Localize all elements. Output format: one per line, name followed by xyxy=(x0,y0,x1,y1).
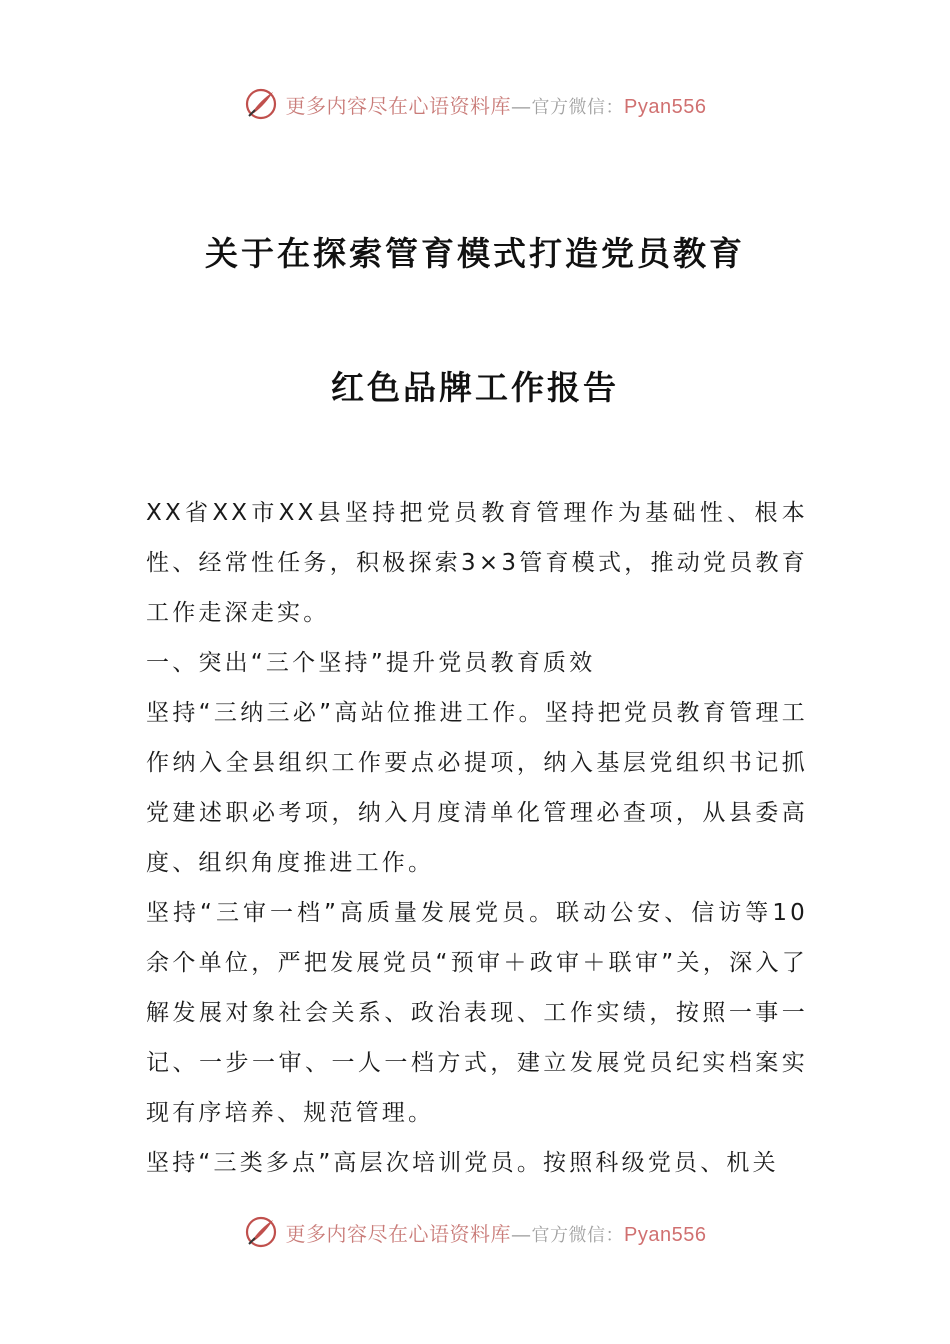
header-banner xyxy=(0,84,950,124)
paragraph-three-na-three-bi: 坚持“三纳三必”高站位推进工作。坚持把党员教育管理工作纳入全县组织工作要点必提项，纳入基层党组织书记抓党建述职必考项，纳入月度清单化管理必查项，从县委高度、组织角度推进工作。 xyxy=(146,700,808,876)
banner-slogan: 更多内容尽在心语资料库 xyxy=(285,1221,512,1246)
header-banner-text xyxy=(286,90,707,119)
banner-wechat-id: Pyan556 xyxy=(624,95,707,118)
paragraph-three-lei-duo-dian: 坚持“三类多点”高层次培训党员。按照科级党员、机关 xyxy=(146,1150,779,1176)
document-title-line-2: 红色品牌工作报告 xyxy=(331,368,619,407)
banner-wechat-label: 官方微信： xyxy=(531,1224,625,1246)
banner-slogan: 更多内容尽在心语资料库 xyxy=(285,93,512,118)
footer-banner-text xyxy=(286,1218,707,1247)
banner-separator: — xyxy=(511,1221,532,1246)
quill-pen-logo-icon xyxy=(244,1215,278,1249)
document-body xyxy=(146,488,808,1188)
paragraph-three-shen-one-dang: 坚持“三审一档”高质量发展党员。联动公安、信访等10余个单位，严把发展党员“预审＋政审＋联审”关，深入了解发展对象社会关系、政治表现、工作实绩，按照一事一记、一步一审、一人一档方式，建立发展党员纪实档案实现有序培养、规范管理。 xyxy=(146,900,808,1126)
banner-separator: — xyxy=(511,93,532,118)
section-heading-1: 一、突出“三个坚持”提升党员教育质效 xyxy=(146,650,596,676)
paragraph-intro: XX省XX市XX县坚持把党员教育管理作为基础性、根本性、经常性任务，积极探索3×3管育模式，推动党员教育工作走深走实。 xyxy=(146,500,808,626)
document-title-line-1: 关于在探索管育模式打造党员教育 xyxy=(205,234,745,273)
banner-wechat-label: 官方微信： xyxy=(531,96,625,118)
quill-pen-logo-icon xyxy=(244,87,278,121)
footer-banner xyxy=(0,1212,950,1252)
banner-wechat-id: Pyan556 xyxy=(624,1223,707,1246)
